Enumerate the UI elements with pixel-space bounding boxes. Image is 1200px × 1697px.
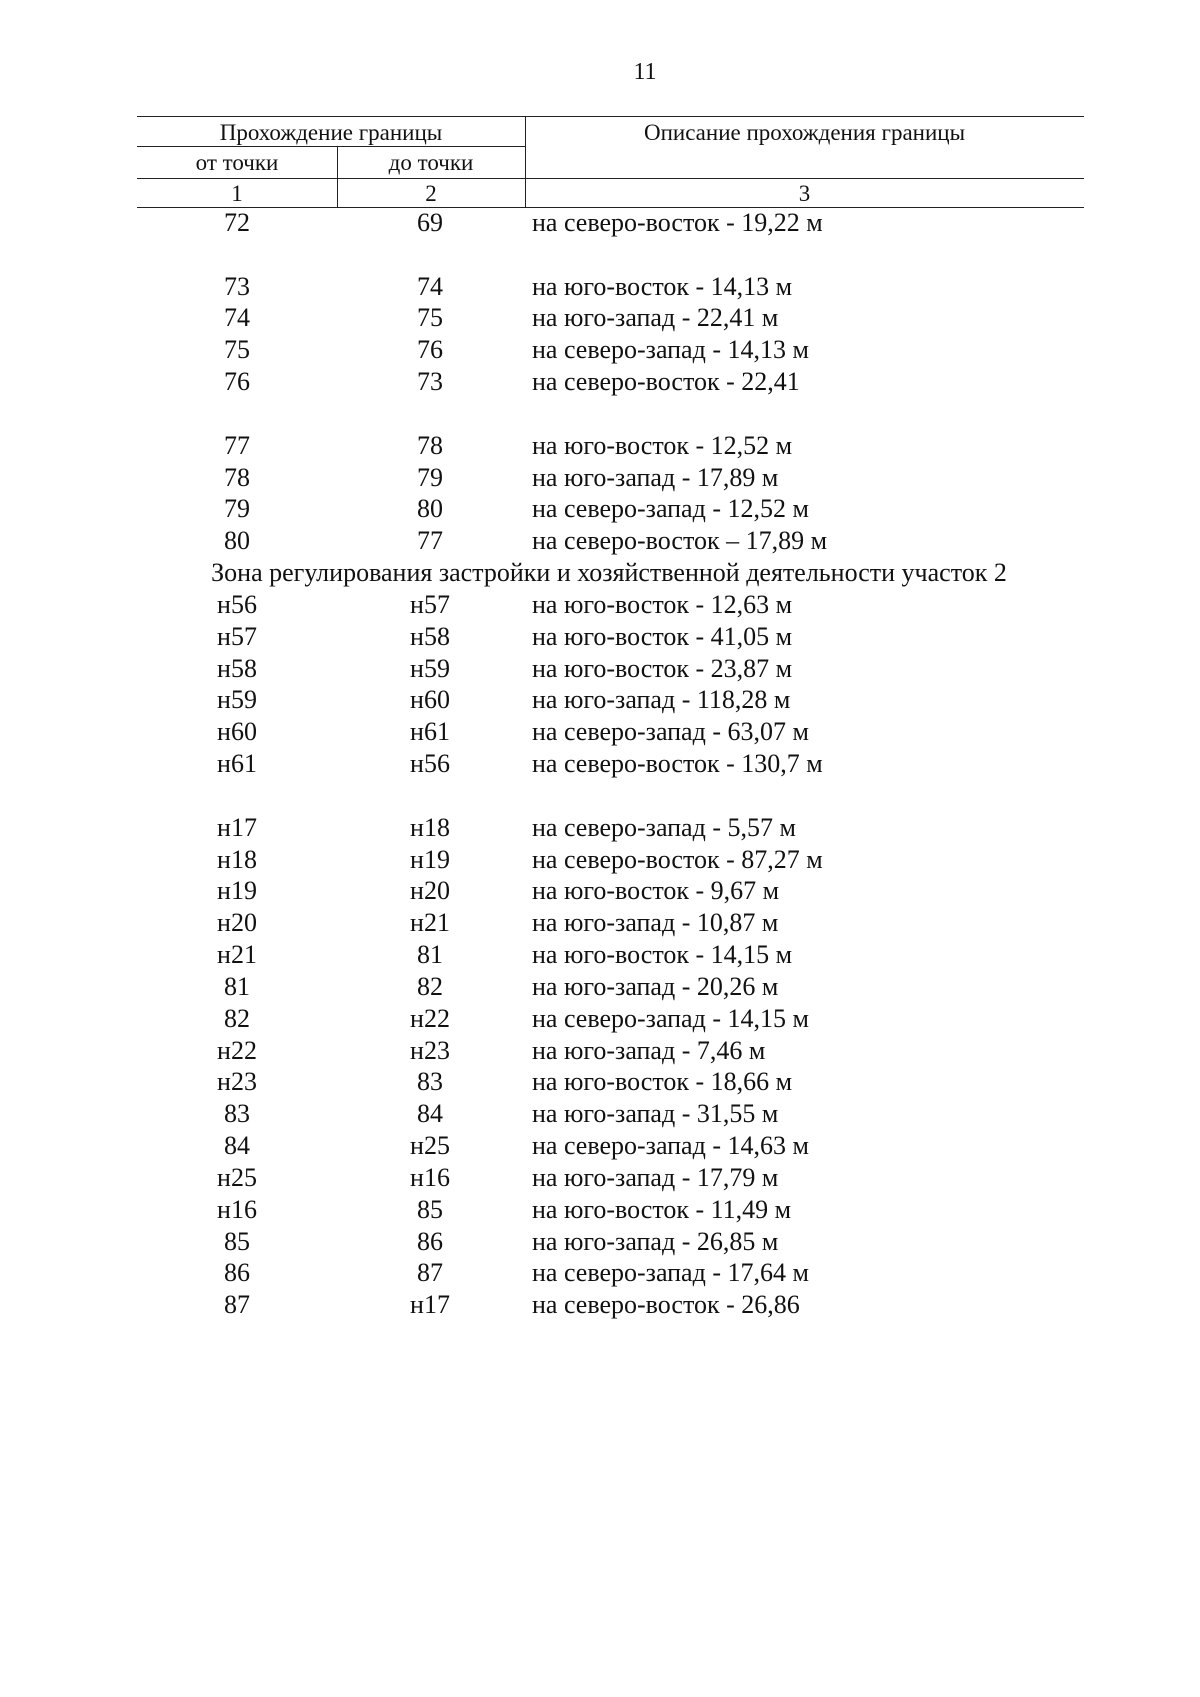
- description-cell: на юго-восток - 12,63 м: [532, 589, 793, 619]
- description-cell: на северо-восток - 22,41: [532, 367, 800, 397]
- table-row: [0, 875, 1200, 907]
- from-point-cell: н19: [217, 876, 257, 906]
- table-row: [0, 462, 1200, 494]
- table-row: [0, 589, 1200, 621]
- description-cell: на юго-восток - 14,13 м: [532, 271, 793, 301]
- table-row: [0, 1098, 1200, 1130]
- from-point-cell: 74: [224, 303, 250, 333]
- table-row: [0, 1257, 1200, 1289]
- table-row: [0, 1194, 1200, 1226]
- header-col-num-2: 2: [425, 181, 437, 206]
- table-row: [0, 1226, 1200, 1258]
- from-point-cell: н17: [217, 812, 257, 842]
- table-row: [0, 271, 1200, 303]
- from-point-cell: н23: [217, 1067, 257, 1097]
- to-point-cell: 74: [417, 271, 443, 301]
- table-row: [0, 907, 1200, 939]
- to-point-cell: н59: [410, 653, 450, 683]
- to-point-cell: н16: [410, 1162, 450, 1192]
- blank-row: [0, 780, 1200, 812]
- description-cell: на северо-запад - 14,63 м: [532, 1131, 809, 1161]
- table-row: [0, 653, 1200, 685]
- from-point-cell: 79: [224, 494, 250, 524]
- to-point-cell: н57: [410, 589, 450, 619]
- to-point-cell: н25: [410, 1131, 450, 1161]
- header-divider-2: [525, 116, 526, 207]
- from-point-cell: 78: [224, 462, 250, 492]
- table-row: [0, 684, 1200, 716]
- description-cell: на северо-восток - 130,7 м: [532, 749, 823, 779]
- table-row: [0, 1003, 1200, 1035]
- description-cell: на северо-восток – 17,89 м: [532, 526, 828, 556]
- to-point-cell: н18: [410, 812, 450, 842]
- table-row: [0, 366, 1200, 398]
- from-point-cell: н56: [217, 589, 257, 619]
- from-point-cell: 75: [224, 335, 250, 365]
- from-point-cell: н59: [217, 685, 257, 715]
- from-point-cell: 87: [224, 1290, 250, 1320]
- description-cell: на юго-запад - 10,87 м: [532, 908, 779, 938]
- header-from-label: от точки: [195, 150, 279, 175]
- from-point-cell: 76: [224, 367, 250, 397]
- to-point-cell: 86: [417, 1226, 443, 1256]
- to-point-cell: н21: [410, 908, 450, 938]
- header-col-num-3: 3: [798, 181, 811, 206]
- description-cell: на северо-запад - 63,07 м: [532, 717, 809, 747]
- section-heading: Зона регулирования застройки и хозяйственной деятельности участок 2: [211, 558, 1007, 588]
- description-cell: на юго-запад - 7,46 м: [532, 1035, 766, 1065]
- table-row: [0, 430, 1200, 462]
- blank-row: [0, 239, 1200, 271]
- description-cell: на юго-запад - 20,26 м: [532, 971, 779, 1001]
- to-point-cell: 76: [417, 335, 443, 365]
- section-heading-row: [0, 557, 1200, 589]
- header-labels-rule: [137, 178, 1084, 179]
- description-cell: на юго-запад - 118,28 м: [532, 685, 791, 715]
- to-point-cell: н23: [410, 1035, 450, 1065]
- description-cell: на юго-восток - 14,15 м: [532, 940, 793, 970]
- table-row: [0, 716, 1200, 748]
- to-point-cell: 69: [417, 208, 443, 237]
- page-number: 11: [633, 59, 657, 85]
- header-top-rule: [137, 116, 1084, 117]
- table-row: [0, 1162, 1200, 1194]
- to-point-cell: н20: [410, 876, 450, 906]
- description-cell: на юго-восток - 11,49 м: [532, 1194, 792, 1224]
- description-cell: на юго-запад - 17,79 м: [532, 1162, 779, 1192]
- description-cell: на юго-запад - 17,89 м: [532, 462, 779, 492]
- header-divider-1: [337, 146, 338, 207]
- description-cell: на юго-восток - 9,67 м: [532, 876, 780, 906]
- from-point-cell: 85: [224, 1226, 250, 1256]
- from-point-cell: н58: [217, 653, 257, 683]
- from-point-cell: 73: [224, 271, 250, 301]
- table-row: [0, 1289, 1200, 1321]
- description-cell: на северо-восток - 87,27 м: [532, 844, 823, 874]
- from-point-cell: н25: [217, 1162, 257, 1192]
- from-point-cell: н57: [217, 621, 257, 651]
- to-point-cell: 84: [417, 1099, 443, 1129]
- header-group-label: Прохождение границы: [219, 120, 443, 145]
- from-point-cell: н61: [217, 749, 257, 779]
- from-point-cell: 84: [224, 1131, 250, 1161]
- from-point-cell: 72: [224, 208, 250, 237]
- to-point-cell: н19: [410, 844, 450, 874]
- from-point-cell: н20: [217, 908, 257, 938]
- to-point-cell: 83: [417, 1067, 443, 1097]
- description-cell: на юго-запад - 26,85 м: [532, 1226, 779, 1256]
- table-row: [0, 1066, 1200, 1098]
- table-row: [0, 939, 1200, 971]
- table-row: [0, 844, 1200, 876]
- description-cell: на юго-восток - 41,05 м: [532, 621, 793, 651]
- to-point-cell: 79: [417, 462, 443, 492]
- from-point-cell: 86: [224, 1258, 250, 1288]
- to-point-cell: 81: [417, 940, 443, 970]
- to-point-cell: 87: [417, 1258, 443, 1288]
- to-point-cell: 73: [417, 367, 443, 397]
- description-cell: на юго-восток - 23,87 м: [532, 653, 793, 683]
- description-cell: на северо-восток - 26,86: [532, 1290, 800, 1320]
- header-col-num-1: 1: [231, 181, 243, 206]
- description-cell: на юго-запад - 31,55 м: [532, 1099, 779, 1129]
- table-row: [0, 812, 1200, 844]
- blank-row: [0, 398, 1200, 430]
- to-point-cell: н17: [410, 1290, 450, 1320]
- from-point-cell: 77: [224, 430, 250, 460]
- description-cell: на северо-запад - 14,15 м: [532, 1003, 809, 1033]
- to-point-cell: н58: [410, 621, 450, 651]
- from-point-cell: н21: [217, 940, 257, 970]
- from-point-cell: н22: [217, 1035, 257, 1065]
- from-point-cell: 81: [224, 971, 250, 1001]
- to-point-cell: н56: [410, 749, 450, 779]
- description-cell: на северо-запад - 14,13 м: [532, 335, 809, 365]
- to-point-cell: 75: [417, 303, 443, 333]
- description-cell: на юго-запад - 22,41 м: [532, 303, 779, 333]
- table-row: [0, 334, 1200, 366]
- to-point-cell: 85: [417, 1194, 443, 1224]
- from-point-cell: 82: [224, 1003, 250, 1033]
- from-point-cell: н60: [217, 717, 257, 747]
- description-cell: на северо-запад - 5,57 м: [532, 812, 796, 842]
- table-row: [0, 207, 1200, 239]
- description-cell: на северо-восток - 19,22 м: [532, 208, 823, 237]
- from-point-cell: н18: [217, 844, 257, 874]
- table-body: [0, 207, 1200, 1321]
- header-to-label: до точки: [388, 150, 474, 175]
- from-point-cell: н16: [217, 1194, 257, 1224]
- table-row: [0, 493, 1200, 525]
- description-cell: на юго-восток - 18,66 м: [532, 1067, 793, 1097]
- table-row: [0, 525, 1200, 557]
- to-point-cell: 77: [417, 526, 443, 556]
- header-group-rule: [137, 146, 525, 147]
- table-row: [0, 748, 1200, 780]
- to-point-cell: 82: [417, 971, 443, 1001]
- description-cell: на северо-запад - 17,64 м: [532, 1258, 809, 1288]
- to-point-cell: н22: [410, 1003, 450, 1033]
- from-point-cell: 80: [224, 526, 250, 556]
- table-row: [0, 302, 1200, 334]
- table-row: [0, 621, 1200, 653]
- description-cell: на юго-восток - 12,52 м: [532, 430, 793, 460]
- to-point-cell: 78: [417, 430, 443, 460]
- to-point-cell: н61: [410, 717, 450, 747]
- to-point-cell: 80: [417, 494, 443, 524]
- table-row: [0, 1130, 1200, 1162]
- to-point-cell: н60: [410, 685, 450, 715]
- header-description-label: Описание прохождения границы: [643, 120, 966, 145]
- table-row: [0, 971, 1200, 1003]
- table-row: [0, 1035, 1200, 1067]
- description-cell: на северо-запад - 12,52 м: [532, 494, 809, 524]
- from-point-cell: 83: [224, 1099, 250, 1129]
